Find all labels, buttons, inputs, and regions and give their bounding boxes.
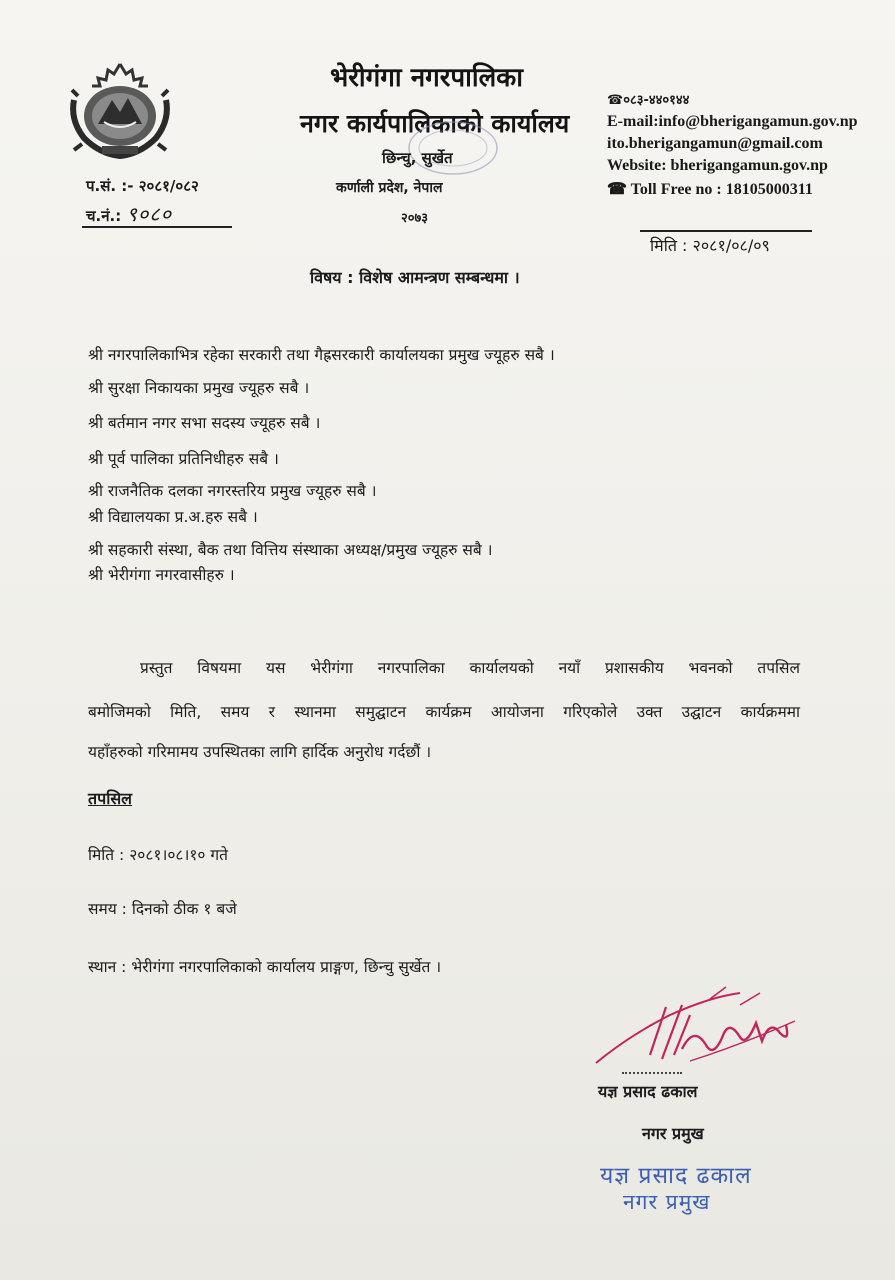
- event-date: मिति : २०८१।०८।१० गते: [88, 846, 228, 864]
- office-location: छिन्चु, सुर्खेत: [382, 149, 453, 167]
- signatory-title: नगर प्रमुख: [642, 1124, 704, 1143]
- dispatch-number: च.नं.: ९०८०: [86, 202, 173, 226]
- office-name: नगर कार्यपालिकाको कार्यालय: [300, 109, 570, 138]
- header-divider-left: [82, 226, 232, 228]
- letter-subject: विषय : विशेष आमन्त्रण सम्बन्धमा ।: [310, 268, 520, 287]
- name-stamp: यज्ञ प्रसाद ढकाल: [600, 1163, 752, 1189]
- fiscal-year-ref: प.सं. :- २०८१/०८२: [86, 177, 199, 195]
- addressee-line: श्री सहकारी संस्था, बैक तथा वित्तिय संस्थाका अध्यक्ष/प्रमुख ज्यूहरु सबै ।: [88, 541, 493, 559]
- addressee-line: श्री सुरक्षा निकायका प्रमुख ज्यूहरु सबै ।: [88, 379, 310, 397]
- title-stamp: नगर प्रमुख: [623, 1190, 711, 1214]
- addressee-line: श्री विद्यालयका प्र.अ.हरु सबै ।: [88, 508, 258, 526]
- details-heading: तपसिल: [88, 789, 133, 808]
- toll-free-number: ☎ Toll Free no : 18105000311: [607, 181, 813, 198]
- phone-icon: ☎: [607, 93, 624, 108]
- handwritten-signature: [590, 985, 805, 1075]
- government-emblem-icon: [64, 60, 176, 160]
- event-place: स्थान : भेरीगंगा नगरपालिकाको कार्यालय प्राङ्गण, छिन्चु सुर्खेत ।: [88, 958, 442, 976]
- body-paragraph-line: बमोजिमको मिति, समय र स्थानमा समुद्घाटन कार्यक्रम आयोजना गरिएकोले उक्त उद्घाटन कार्यक्रममा: [88, 703, 800, 721]
- addressee-line: श्री भेरीगंगा नगरवासीहरु ।: [88, 566, 235, 584]
- event-time: समय : दिनको ठीक १ बजे: [88, 900, 237, 918]
- established-year: २०७३: [401, 211, 429, 226]
- dispatch-number-handwritten: ९०८०: [126, 202, 173, 226]
- municipality-name: भेरीगंगा नगरपालिका: [330, 63, 523, 93]
- body-paragraph-line: प्रस्तुत विषयमा यस भेरीगंगा नगरपालिका कार्यालयको नयाँ प्रशासकीय भवनको तपसिल: [140, 659, 800, 677]
- website-address: Website: bherigangamun.gov.np: [607, 157, 828, 174]
- email-address: E-mail:info@bherigangamun.gov.np: [607, 113, 858, 130]
- addressee-line: श्री बर्तमान नगर सभा सदस्य ज्यूहरु सबै ।: [88, 414, 321, 432]
- addressee-line: श्री नगरपालिकाभित्र रहेका सरकारी तथा गैह्रसरकारी कार्यालयका प्रमुख ज्यूहरु सबै ।: [88, 346, 555, 364]
- telephone-icon: ☎: [607, 181, 631, 198]
- addressee-line: श्री पूर्व पालिका प्रतिनिधीहरु सबै ।: [88, 450, 279, 468]
- body-paragraph-line: यहाँहरुको गरिमामय उपस्थितका लागि हार्दिक अनुरोध गर्दछौं ।: [88, 743, 432, 761]
- letter-date: मिति : २०८१/०८/०९: [650, 236, 770, 255]
- email-address-alt: ito.bherigangamun@gmail.com: [607, 135, 823, 152]
- header-divider-right: [640, 230, 812, 232]
- signature-dotted-line: [622, 1072, 682, 1074]
- phone-number: ☎०८३-४४०१४४: [607, 93, 690, 108]
- addressee-line: श्री राजनैतिक दलका नगरस्तरिय प्रमुख ज्यूहरु सबै ।: [88, 482, 377, 500]
- province-line: कर्णाली प्रदेश, नेपाल: [336, 180, 443, 196]
- signatory-name: यज्ञ प्रसाद ढकाल: [598, 1082, 698, 1101]
